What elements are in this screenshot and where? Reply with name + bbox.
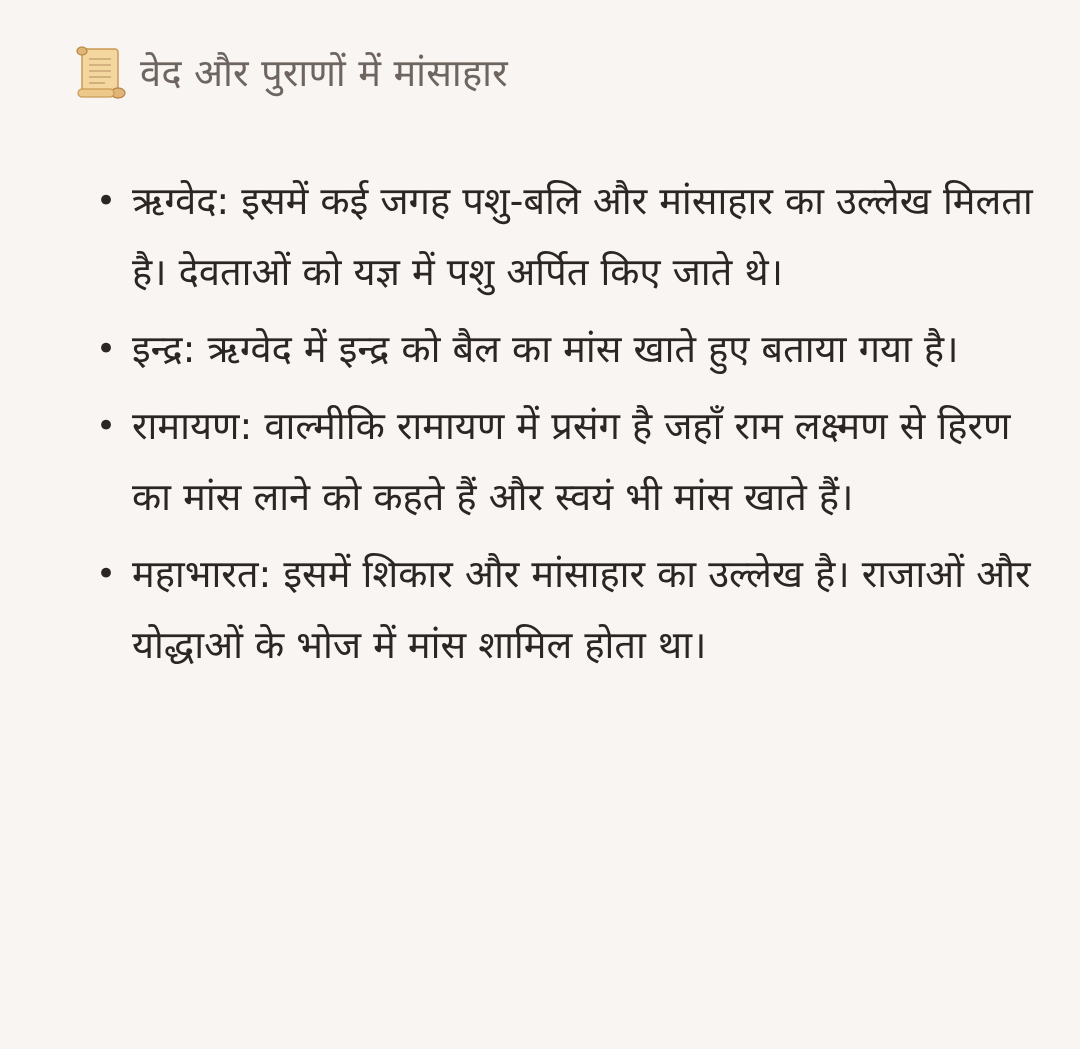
scroll-icon (72, 43, 130, 101)
list-item (96, 314, 1040, 385)
bullet-icon: • (96, 329, 117, 369)
list-item-text: इन्द्र: ऋग्वेद में इन्द्र को बैल का मांस खाते हुए बताया गया है। (132, 327, 959, 371)
list-item (96, 391, 1040, 533)
bullet-icon: • (96, 554, 117, 594)
list-item (96, 539, 1040, 681)
list-item (96, 166, 1040, 308)
list-item-text: महाभारत: इसमें शिकार और मांसाहार का उल्लेख है। राजाओं और योद्धाओं के भोज में मांस शामिल होता था। (132, 552, 1031, 667)
bullet-icon: • (96, 406, 117, 446)
section-heading (72, 36, 1040, 108)
list-item-text: रामायण: वाल्मीकि रामायण में प्रसंग है जहाँ राम लक्ष्मण से हिरण का मांस लाने को कहते हैं और स्वयं भी मांस खाते हैं। (132, 404, 1011, 519)
list-item-text: ऋग्वेद: इसमें कई जगह पशु-बलि और मांसाहार का उल्लेख मिलता है। देवताओं को यज्ञ में पशु अर्पित किए जाते थे। (132, 179, 1033, 294)
bullet-icon: • (96, 181, 117, 221)
bullet-list (72, 166, 1040, 681)
heading-text: वेद और पुराणों में मांसाहार (140, 51, 508, 95)
